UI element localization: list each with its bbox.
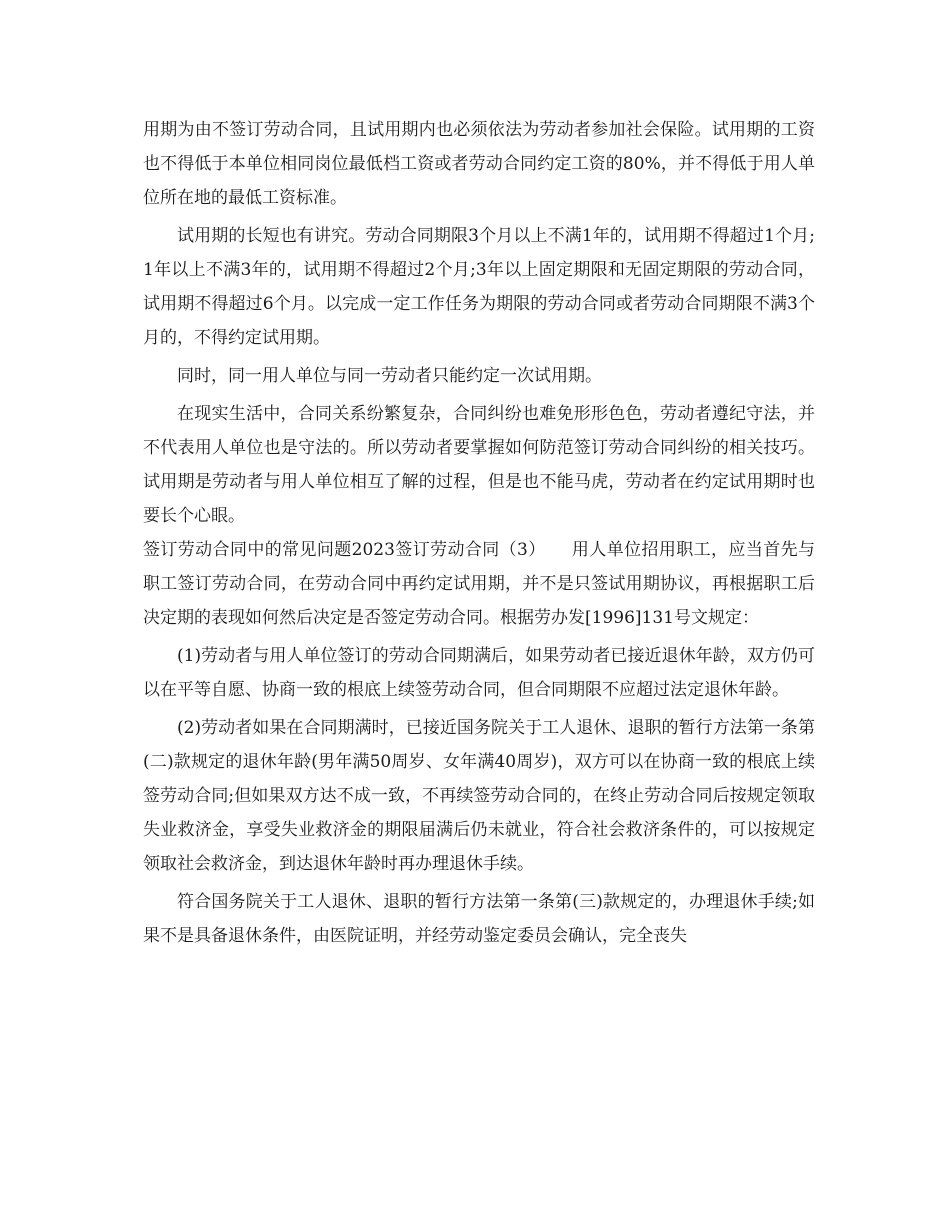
paragraph-single-probation: 同时，同一用人单位与同一劳动者只能约定一次试用期。 (177, 366, 602, 386)
paragraph-real-life: 在现实生活中，合同关系纷繁复杂，合同纠纷也难免形形色色，劳动者遵纪守法，并不代表用人单位也是守法的。所以劳动者要掌握如何防范签订劳动合同纠纷的相关技巧。试用期是劳动者与用人单位相互了解的过程，但是也不能马虎，劳动者在约定试用期时也要长个心眼。 (143, 404, 815, 526)
paragraph-section-3: 签订劳动合同中的常见问题2023签订劳动合同（3） 用人单位招用职工，应当首先与职工签订劳动合同，在劳动合同中再约定试用期，并不是只签试用期协议，再根据职工后决定期的表现如何然后决定是否签定劳动合同。根据劳办发[1996]131号文规定： (143, 540, 815, 628)
paragraph-probation-length: 试用期的长短也有讲究。劳动合同期限3个月以上不满1年的，试用期不得超过1个月;1年以上不满3年的，试用期不得超过2个月;3年以上固定期限和无固定期限的劳动合同，试用期不得超过6个月。以完成一定工作任务为期限的劳动合同或者劳动合同期限不满3个月的，不得约定试用期。 (143, 226, 815, 348)
paragraph-probation-insurance: 用期为由不签订劳动合同，且试用期内也必须依法为劳动者参加社会保险。试用期的工资也不得低于本单位相同岗位最低档工资或者劳动合同约定工资的80%，并不得低于用人单位所在地的最低工资标准。 (143, 120, 815, 208)
document-body (143, 113, 815, 953)
paragraph-item-1: (1)劳动者与用人单位签订的劳动合同期满后，如果劳动者已接近退休年龄，双方仍可以在平等自愿、协商一致的根底上续签劳动合同，但合同期限不应超过法定退休年龄。 (143, 646, 815, 700)
paragraph-item-2: (2)劳动者如果在合同期满时，已接近国务院关于工人退休、退职的暂行方法第一条第(二)款规定的退休年龄(男年满50周岁、女年满40周岁)，双方可以在协商一致的根底上续签劳动合同;但如果双方达不成一致，不再续签劳动合同的，在终止劳动合同后按规定领取失业救济金，享受失业救济金的期限届满后仍未就业，符合社会救济条件的，可以按规定领取社会救济金，到达退休年龄时再办理退休手续。 (143, 718, 815, 874)
paragraph-retirement: 符合国务院关于工人退休、退职的暂行方法第一条第(三)款规定的，办理退休手续;如果不是具备退休条件，由医院证明，并经劳动鉴定委员会确认，完全丧失 (143, 892, 815, 946)
